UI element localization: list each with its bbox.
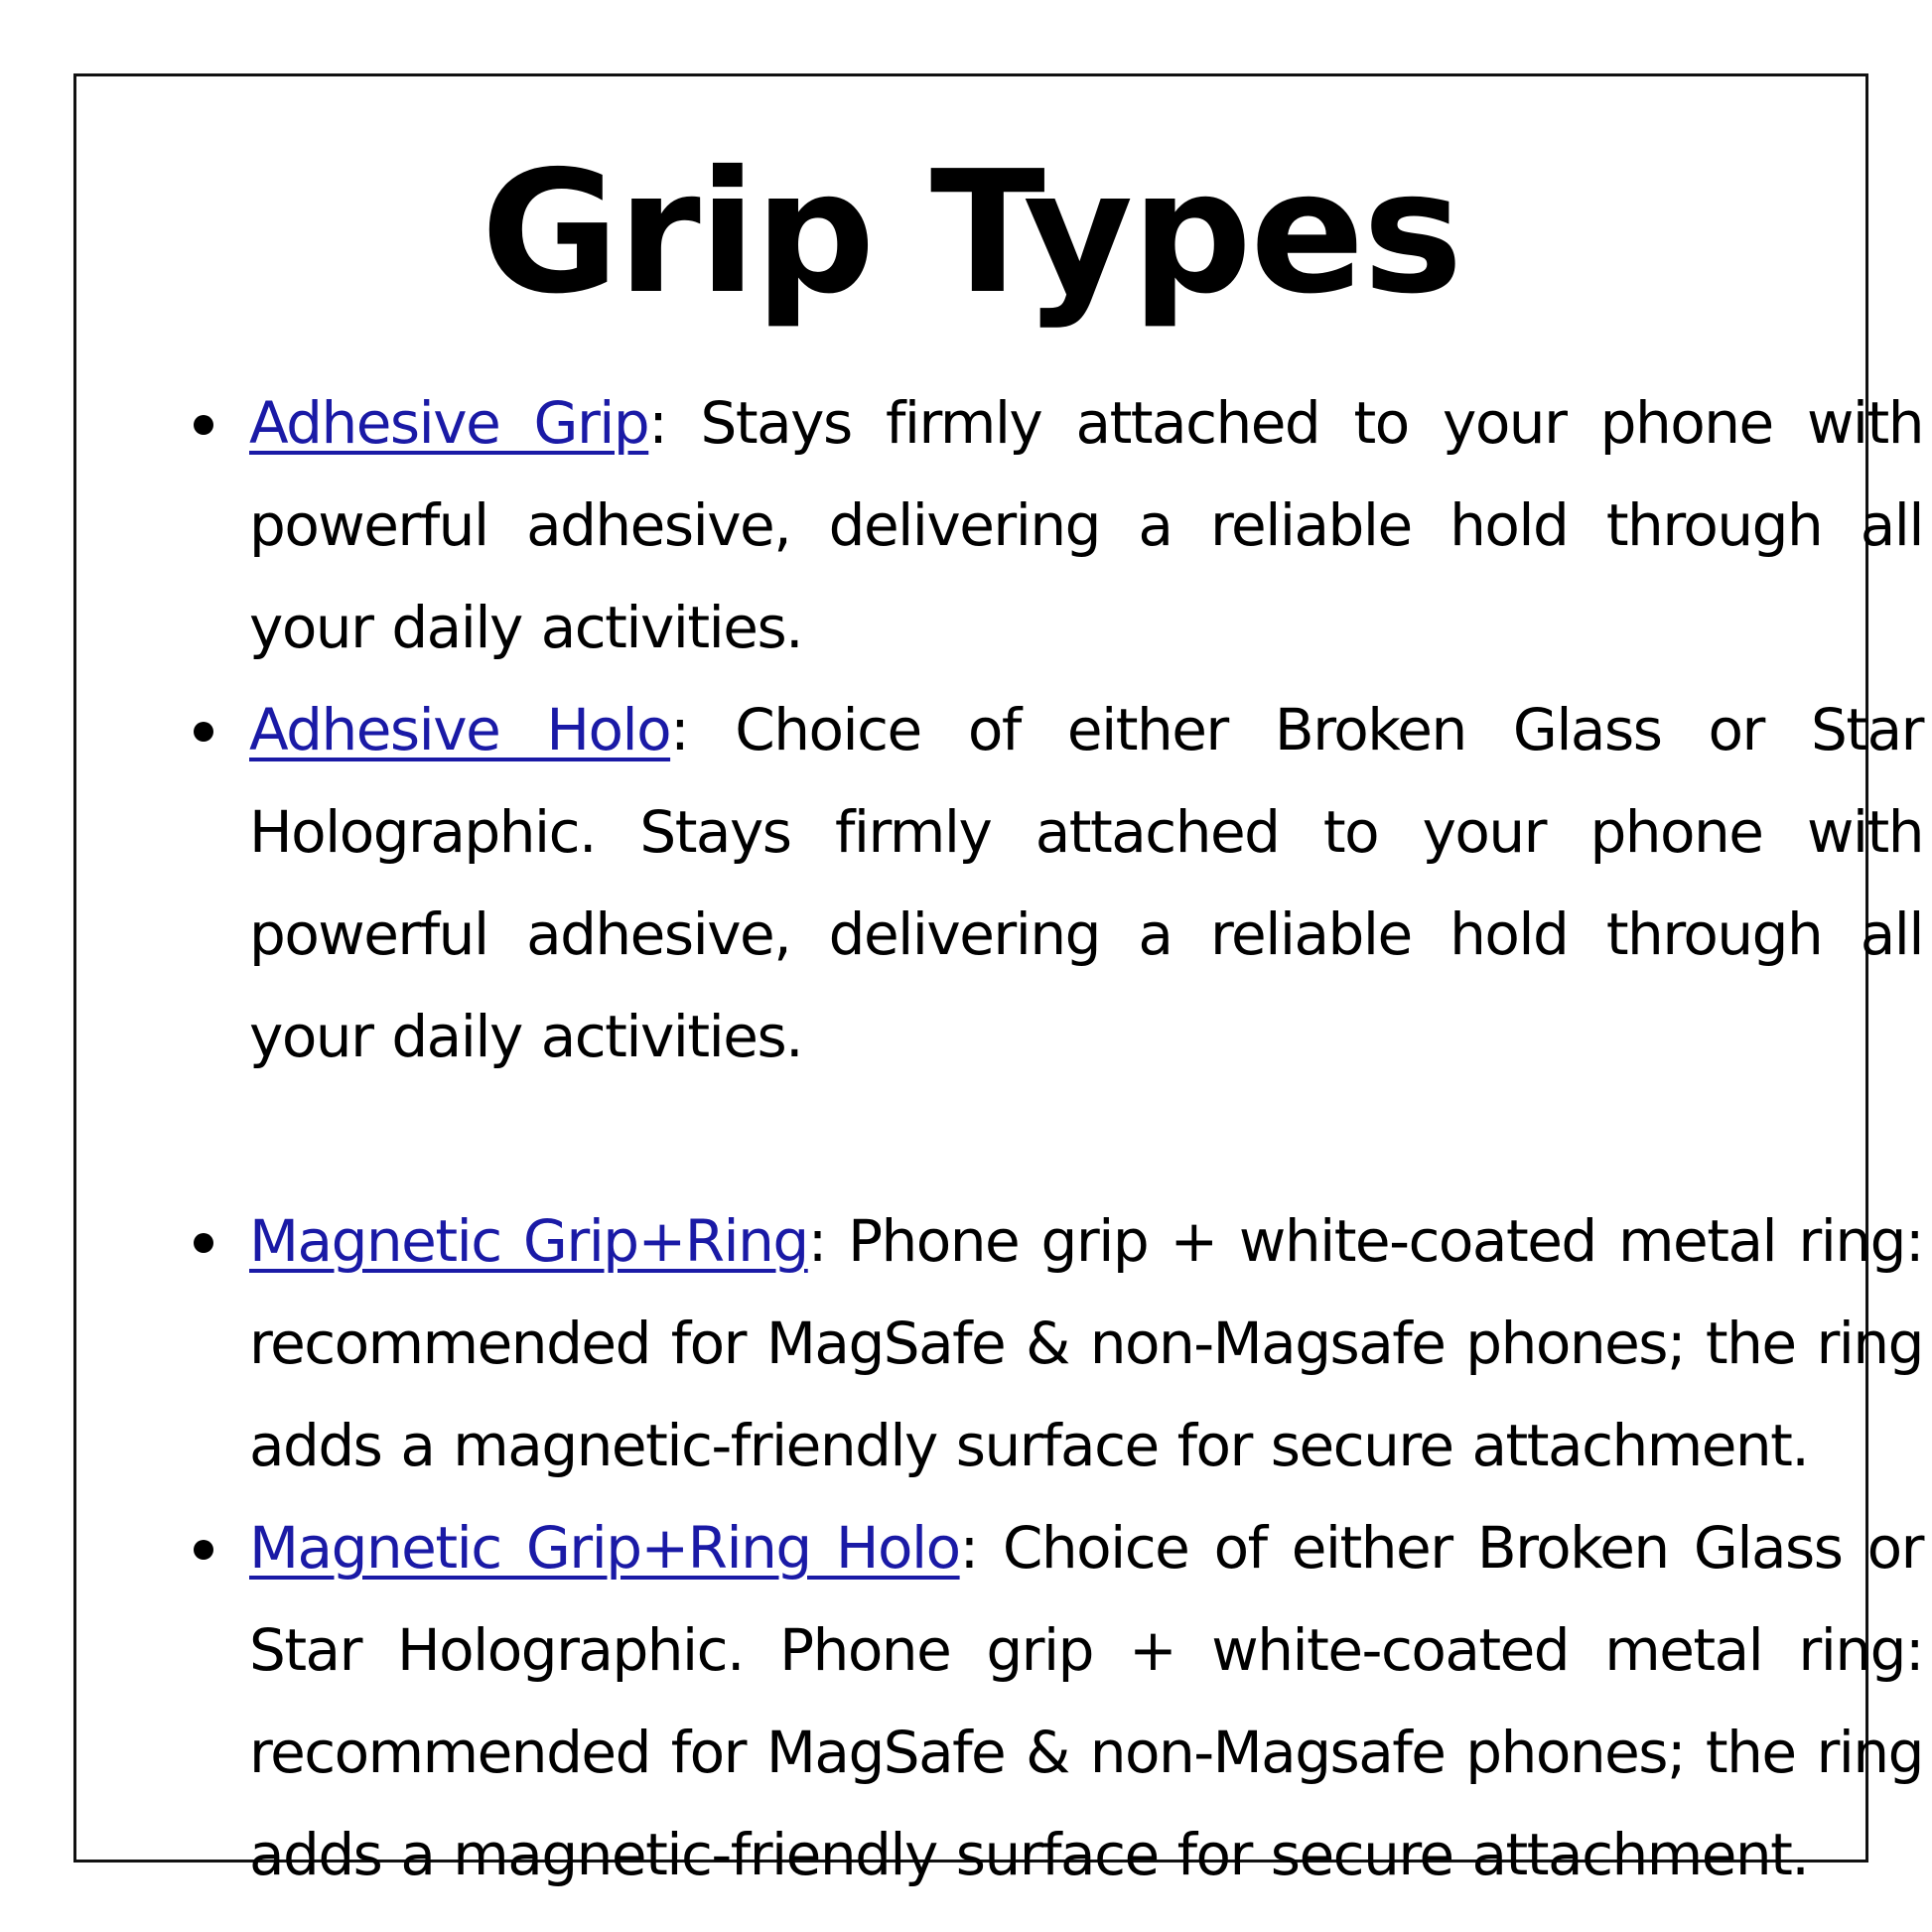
page-title: Grip Types	[481, 135, 1461, 332]
magnetic-grip-ring-holo-description: : Choice of either Broken Glass or Star Holographic. Phone grip + white-coated metal ring: recommended for MagSafe & non-Magsafe phones; the ring adds a magnetic-friendly surface for secure attachment.	[249, 1514, 1924, 1888]
adhesive-grip-description: : Stays firmly attached to your phone with powerful adhesive, delivering a reliable hold through all your daily activities.	[249, 389, 1923, 661]
adhesive-grip-link[interactable]: Adhesive Grip	[249, 389, 649, 457]
bullet-icon	[194, 1233, 213, 1253]
adhesive-holo-link[interactable]: Adhesive Holo	[249, 696, 671, 763]
bullet-icon	[194, 1540, 213, 1560]
magnetic-grip-ring-description: : Phone grip + white-coated metal ring: recommended for MagSafe & non-Magsafe phones; the ring adds a magnetic-friendly surface for secure attachment.	[249, 1207, 1923, 1479]
bullet-icon	[194, 722, 213, 742]
magnetic-grip-ring-holo-link[interactable]: Magnetic Grip+Ring Holo	[249, 1514, 960, 1582]
list-item-magnetic-grip-ring	[176, 1190, 1923, 1497]
list-item-adhesive-grip	[176, 372, 1923, 679]
list-item-magnetic-grip-ring-holo	[176, 1497, 1923, 1906]
list-item-adhesive-holo	[176, 679, 1923, 1088]
bullet-icon	[194, 415, 213, 435]
grip-types-list	[176, 372, 1923, 1906]
content-frame	[73, 73, 1924, 1888]
adhesive-holo-description: : Choice of either Broken Glass or Star Holographic. Stays firmly attached to your phone with powerful adhesive, delivering a reliable hold through all your daily activities.	[249, 696, 1923, 1070]
magnetic-grip-ring-link[interactable]: Magnetic Grip+Ring	[249, 1207, 808, 1275]
